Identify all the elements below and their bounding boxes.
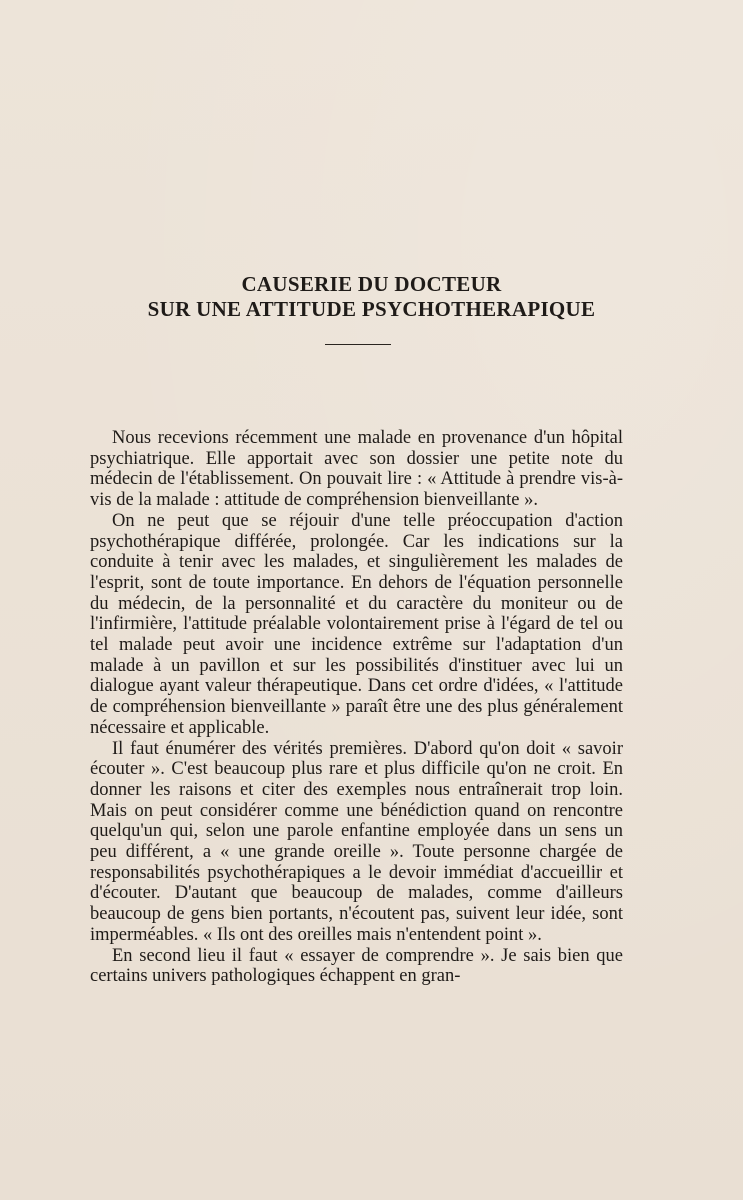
body-text xyxy=(90,428,623,987)
paragraph: Il faut énumérer des vérités premières. D'abord qu'on doit « savoir écouter ». C'est beaucoup plus rare et plus difficile qu'on ne croit. En donner les raisons et citer des exemples nous entraînerait trop loin. Mais on peut considérer comme une bénédiction quand on rencontre quelqu'un qui, selon une parole enfantine employée dans un sens un peu différent, a « une grande oreille ». Toute personne chargée de responsabilités psychothérapiques a le devoir immédiat d'accueillir et d'écouter. D'autant que beaucoup de malades, comme d'ailleurs beaucoup de gens bien portants, n'écoutent pas, suivent leur idée, sont imperméables. « Ils ont des oreilles mais n'entendent point ». xyxy=(90,738,623,945)
title-divider xyxy=(325,344,391,345)
title-line-1: CAUSERIE DU DOCTEUR xyxy=(241,272,502,297)
title-line-2: SUR UNE ATTITUDE PSYCHOTHERAPIQUE xyxy=(147,297,596,322)
paragraph: En second lieu il faut « essayer de comprendre ». Je sais bien que certains univers pathologiques échappent en gran- xyxy=(90,945,623,987)
paragraph: Nous recevions récemment une malade en provenance d'un hôpital psychiatrique. Elle apportait avec son dossier une petite note du médecin de l'établissement. On pouvait lire : « Attitude à prendre vis-à-vis de la malade : attitude de compréhension bienveillante ». xyxy=(90,428,623,511)
paragraph: On ne peut que se réjouir d'une telle préoccupation d'action psychothérapique différée, prolongée. Car les indications sur la conduite à tenir avec les malades, et singulièrement les malades de l'esprit, sont de toute importance. En dehors de l'équation personnelle du médecin, de la personnalité et du caractère du moniteur ou de l'infirmière, l'attitude préalable volontairement prise à l'égard de tel ou tel malade peut avoir une incidence extrême sur l'adaptation d'un malade à un pavillon et sur les possibilités d'instituer avec lui un dialogue ayant valeur thérapeutique. Dans cet ordre d'idées, « l'attitude de compréhension bienveillante » paraît être une des plus généralement nécessaire et applicable. xyxy=(90,510,623,738)
page-title xyxy=(0,272,743,322)
